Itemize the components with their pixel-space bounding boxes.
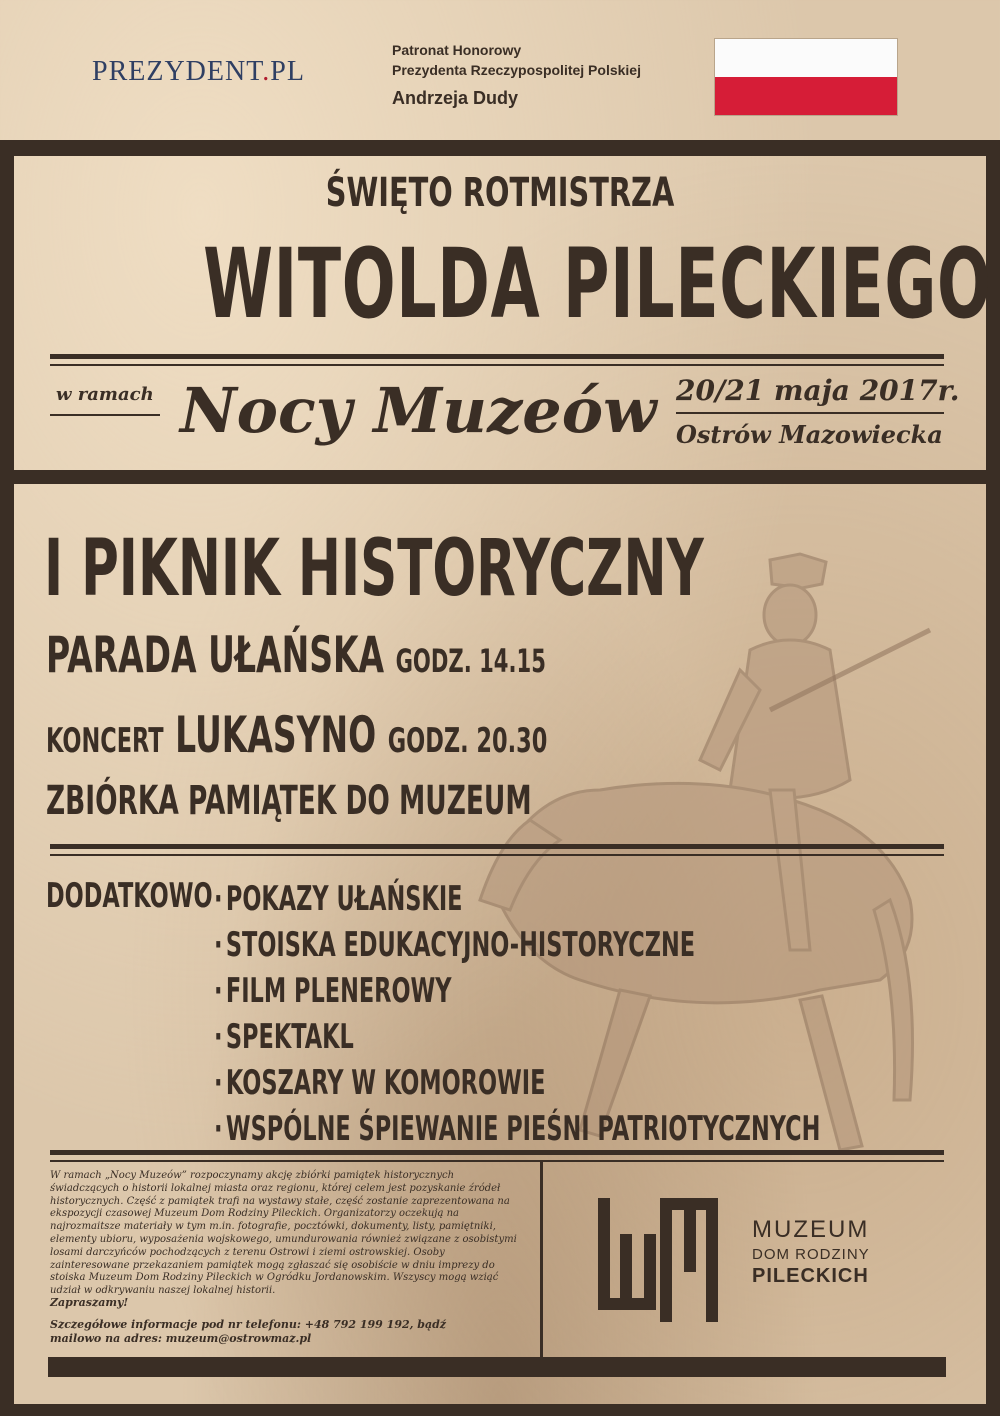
- museum-logo-icon: [598, 1198, 718, 1322]
- footer-rule-thin: [50, 1160, 944, 1162]
- extras-label: DODATKOWO: [46, 876, 213, 916]
- frame-base: [0, 1404, 1000, 1416]
- honorary-patronage: [392, 40, 641, 108]
- contact-text: Szczegółowe informacje pod nr telefonu: +48 792 199 192, bądź mailowo na adres: muzeum@ostrowmaz.pl: [50, 1318, 447, 1345]
- title-rule-thin: [50, 364, 944, 366]
- program-rule-thin: [50, 854, 944, 856]
- title-rule-thick: [50, 354, 944, 359]
- parade-label: PARADA UŁAŃSKA: [46, 626, 385, 684]
- event-name: Nocy Muzeów: [180, 374, 657, 447]
- title-subtitle: ŚWIĘTO ROTMISTRZA: [325, 170, 675, 216]
- concert-time: GODZ. 20.30: [387, 721, 548, 761]
- list-item: ·STOISKA EDUKACYJNO-HISTORYCZNE: [214, 925, 696, 965]
- parade-line: [46, 626, 546, 684]
- title-main: WITOLDA PILECKIEGO: [203, 228, 992, 340]
- footer-divider: [540, 1162, 543, 1357]
- frame-top-rule: [0, 140, 1000, 156]
- patronage-line2: Prezydenta Rzeczypospolitej Polskiej: [392, 62, 641, 78]
- museum-name: MUZEUM DOM RODZINY PILECKICH: [752, 1216, 870, 1287]
- program-rule-thick: [50, 844, 944, 849]
- frame-mid-rule: [0, 470, 1000, 484]
- collection-line: ZBIÓRKA PAMIĄTEK DO MUZEUM: [46, 778, 532, 824]
- collection-info-text: W ramach „Nocy Muzeów” rozpoczynamy akcję zbiórki pamiątek historycznych świadczących o historii lokalnej miasta oraz regionu, której celem jest pozyskanie źródeł historycznych. Część z pamiątek trafi na wystawy stałe, część zostanie zaprezentowana na ekspozycji czasowej Muzeum Dom Rodziny Pileckich. Organizatorzy oczekują na najrozmaitsze materiały w tym m.in. fotografie, pocztówki, dokumenty, listy, pamiętniki, elementy ubioru, wyposażenia wojskowego, umundurowania również związane z osobistymi losami darczyńców pochodzących z terenu Ostrowi i ziemi ostrowskiej. Osoby zainteresowane przekazaniem pamiątek mogą zgłaszać się osobiście w dniu imprezy do stoiska Muzeum Dom Rodziny Pileckich w Ogródku Jordanowskim. Wszyscy mogą wziąć udział w odkrywaniu naszej lokalnej historii.: [50, 1170, 517, 1297]
- list-item: ·KOSZARY W KOMOROWIE: [214, 1063, 546, 1103]
- concert-line: [46, 706, 547, 764]
- prezydent-logo: PREZYDENT.PL: [92, 56, 305, 87]
- concert-prefix: KONCERT: [46, 721, 164, 761]
- extras-list: [214, 876, 1000, 1152]
- in-frame-of-text: w ramach: [56, 384, 154, 405]
- patronage-name: Andrzeja Dudy: [392, 88, 519, 108]
- wramach-underline: [50, 414, 160, 416]
- invite-text: Zapraszamy!: [50, 1296, 129, 1309]
- program-headline: I PIKNIK HISTORYCZNY: [44, 524, 704, 614]
- list-item: ·FILM PLENEROWY: [214, 971, 452, 1011]
- concert-name: LUKASYNO: [175, 706, 377, 764]
- list-item: ·POKAZY UŁAŃSKIE: [214, 879, 463, 919]
- polish-flag-icon: [714, 38, 898, 116]
- parade-time: GODZ. 14.15: [395, 642, 546, 680]
- footer-rule-thick: [50, 1150, 944, 1155]
- patronage-line1: Patronat Honorowy: [392, 42, 522, 58]
- date-underline: [676, 412, 944, 414]
- list-item: ·WSPÓLNE ŚPIEWANIE PIEŚNI PATRIOTYCZNYCH: [214, 1109, 821, 1149]
- frame-bottom-rule: [48, 1357, 946, 1377]
- event-date: 20/21 maja 2017r.: [676, 374, 960, 407]
- event-city: Ostrów Mazowiecka: [676, 420, 943, 449]
- list-item: ·SPEKTAKL: [214, 1017, 354, 1057]
